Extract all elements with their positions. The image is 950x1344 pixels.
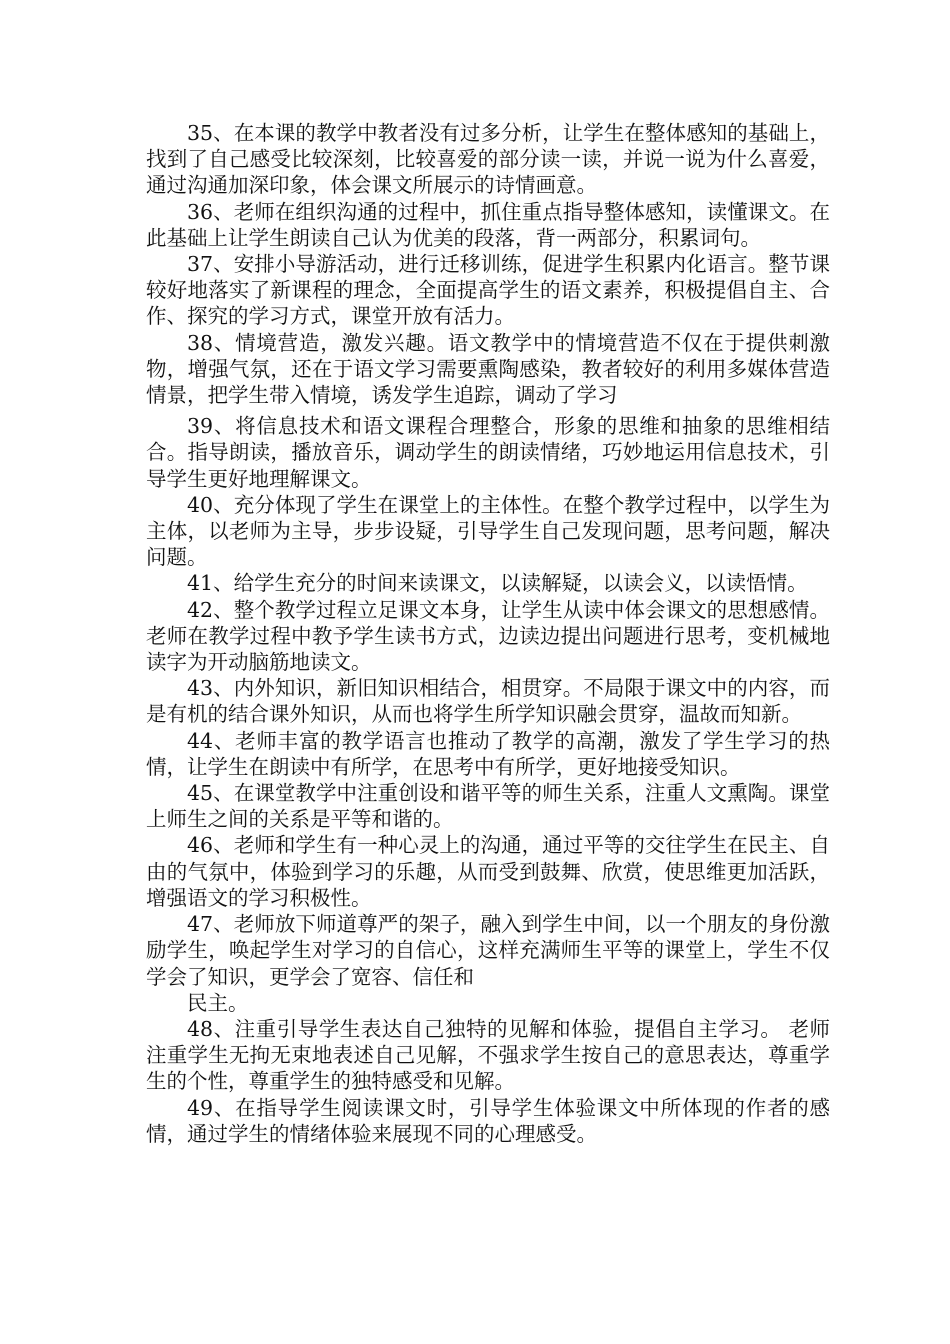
paragraph-45: 45、在课堂教学中注重创设和谐平等的师生关系，注重人文熏陶。课堂上师生之间的关系是平等和谐的。 [146, 781, 830, 832]
paragraph-46: 46、老师和学生有一种心灵上的沟通，通过平等的交往学生在民主、自由的气氛中，体验到学习的乐趣，从而受到鼓舞、欣赏，使思维更加活跃，增强语文的学习积极性。 [146, 833, 830, 910]
paragraph-36: 36、老师在组织沟通的过程中，抓住重点指导整体感知，读懂课文。在此基础上让学生朗读自己认为优美的段落，背一两部分，积累词句。 [146, 199, 830, 250]
paragraph-37: 37、安排小导游活动，进行迁移训练，促进学生积累内化语言。整节课较好地落实了新课程的理念，全面提高学生的语文素养，积极提倡自主、合作、探究的学习方式，课堂开放有活力。 [146, 252, 830, 329]
paragraph-39: 39、将信息技术和语文课程合理整合，形象的思维和抽象的思维相结合。指导朗读，播放音乐，调动学生的朗读情绪，巧妙地运用信息技术，引导学生更好地理解课文。 [146, 414, 830, 491]
paragraph-38: 38、情境营造，激发兴趣。语文教学中的情境营造不仅在于提供刺激物，增强气氛，还在于语文学习需要熏陶感染，教者较好的利用多媒体营造情景，把学生带入情境，诱发学生追踪，调动了学习 [146, 330, 830, 408]
paragraph-47-continued: 民主。 [187, 990, 249, 1015]
paragraph-49: 49、在指导学生阅读课文时，引导学生体验课文中所体现的作者的感情，通过学生的情绪体验来展现不同的心理感受。 [146, 1095, 830, 1146]
paragraph-41: 41、给学生充分的时间来读课文，以读解疑，以读会义，以读悟情。 [187, 571, 808, 596]
paragraph-47: 47、老师放下师道尊严的架子，融入到学生中间，以一个朋友的身份激励学生，唤起学生对学习的自信心，这样充满师生平等的课堂上，学生不仅学会了知识，更学会了宽容、信任和 [146, 912, 830, 989]
paragraph-40: 40、充分体现了学生在课堂上的主体性。在整个教学过程中，以学生为主体，以老师为主导，步步设疑，引导学生自己发现问题，思考问题，解决问题。 [146, 492, 830, 570]
paragraph-44: 44、老师丰富的教学语言也推动了教学的高潮，激发了学生学习的热情，让学生在朗读中有所学，在思考中有所学，更好地接受知识。 [146, 728, 830, 779]
paragraph-48: 48、注重引导学生表达自己独特的见解和体验，提倡自主学习。 老师注重学生无拘无束地表述自己见解，不强求学生按自己的意思表达，尊重学生的个性，尊重学生的独特感受和见解。 [146, 1016, 830, 1094]
paragraph-42: 42、整个教学过程立足课文本身，让学生从读中体会课文的思想感情。老师在教学过程中教予学生读书方式，边读边提出问题进行思考，变机械地读字为开动脑筋地读文。 [146, 597, 830, 675]
paragraph-43: 43、内外知识，新旧知识相结合，相贯穿。不局限于课文中的内容，而是有机的结合课外知识，从而也将学生所学知识融会贯穿，温故而知新。 [146, 676, 830, 727]
document-page [146, 120, 830, 1147]
paragraph-35: 35、在本课的教学中教者没有过多分析，让学生在整体感知的基础上，找到了自己感受比较深刻，比较喜爱的部分读一读，并说一说为什么喜爱，通过沟通加深印象，体会课文所展示的诗情画意。 [146, 121, 830, 198]
